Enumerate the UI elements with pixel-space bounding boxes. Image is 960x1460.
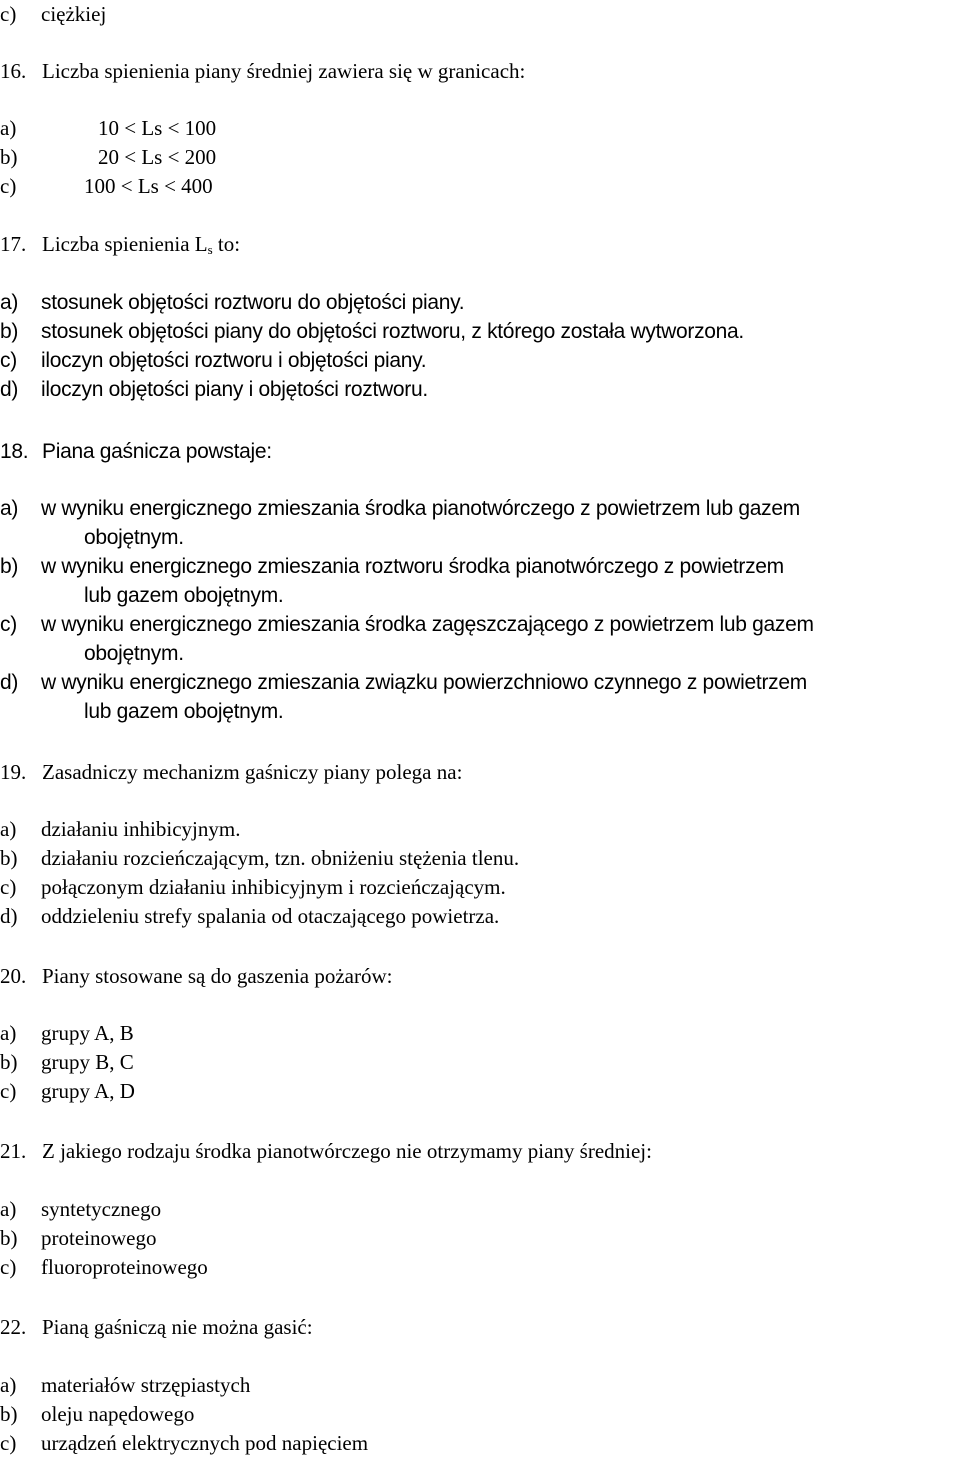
answer-text: grupy A, B — [41, 1021, 134, 1045]
answer-text: ciężkiej — [41, 2, 107, 26]
answer-label: d) — [0, 671, 19, 694]
question-text: Zasadniczy mechanizm gaśniczy piany polega na: — [42, 760, 463, 784]
answer-text: 100 < Ls < 400 — [84, 174, 213, 198]
answer-text: w wyniku energicznego zmieszania roztworu środka pianotwórczego z powietrzem — [41, 555, 784, 578]
answer-label: b) — [0, 1402, 18, 1426]
answer-label: c) — [0, 349, 17, 372]
answer-text: proteinowego — [41, 1226, 157, 1250]
answer-text: połączonym działaniu inhibicyjnym i rozcieńczającym. — [41, 875, 506, 899]
question-text: Pianą gaśniczą nie można gasić: — [42, 1315, 313, 1339]
answer-text: oddzieleniu strefy spalania od otaczającego powietrza. — [41, 904, 500, 928]
question-text-after: to: — [212, 232, 241, 256]
answer-text: w wyniku energicznego zmieszania środka pianotwórczego z powietrzem lub gazem — [41, 497, 800, 520]
answer-text: 20 < Ls < 200 — [98, 145, 217, 169]
question-number: 22. — [0, 1315, 27, 1339]
answer-label: a) — [0, 291, 19, 314]
answer-text: stosunek objętości piany do objętości roztworu, z którego została wytworzona. — [41, 320, 744, 343]
answer-text: w wyniku energicznego zmieszania środka zagęszczającego z powietrzem lub gazem — [41, 613, 814, 636]
answer-text: syntetycznego — [41, 1197, 162, 1221]
answer-label: d) — [0, 904, 18, 928]
answer-label: d) — [0, 378, 19, 401]
answer-label: b) — [0, 1050, 18, 1074]
answer-label: a) — [0, 1373, 17, 1397]
answer-label: a) — [0, 116, 17, 140]
answer-text: stosunek objętości roztworu do objętości piany. — [41, 291, 465, 314]
subscript: s — [207, 242, 213, 257]
question-number: 18. — [0, 440, 29, 463]
answer-label: a) — [0, 497, 19, 520]
answer-label: b) — [0, 145, 18, 169]
answer-label: c) — [0, 174, 17, 198]
answer-label: b) — [0, 320, 19, 343]
question-text: Z jakiego rodzaju środka pianotwórczego nie otrzymamy piany średniej: — [42, 1139, 652, 1163]
question-number: 21. — [0, 1139, 27, 1163]
answer-text: iloczyn objętości roztworu i objętości piany. — [41, 349, 427, 372]
answer-text: iloczyn objętości piany i objętości roztworu. — [41, 378, 428, 401]
answer-label: c) — [0, 1431, 17, 1455]
question-number: 19. — [0, 760, 27, 784]
question-text: Piana gaśnicza powstaje: — [42, 440, 272, 463]
answer-label: b) — [0, 1226, 18, 1250]
question-text: Liczba spienienia piany średniej zawiera się w granicach: — [42, 59, 526, 83]
answer-label: c) — [0, 613, 17, 636]
question-number: 20. — [0, 964, 27, 988]
question-text: Piany stosowane są do gaszenia pożarów: — [42, 964, 393, 988]
answer-label: a) — [0, 1197, 17, 1221]
answer-label: c) — [0, 1079, 17, 1103]
answer-label: c) — [0, 1255, 17, 1279]
question-text-before: Liczba spienienia L — [42, 232, 208, 256]
answer-text: grupy A, D — [41, 1079, 135, 1103]
answer-continuation: lub gazem obojętnym. — [84, 700, 284, 723]
answer-text: fluoroproteinowego — [41, 1255, 208, 1279]
answer-text: 10 < Ls < 100 — [98, 116, 217, 140]
answer-text: materiałów strzępiastych — [41, 1373, 251, 1397]
answer-label: a) — [0, 817, 17, 841]
answer-continuation: obojętnym. — [84, 526, 184, 549]
question-number: 17. — [0, 232, 27, 256]
answer-text: urządzeń elektrycznych pod napięciem — [41, 1431, 369, 1455]
answer-continuation: obojętnym. — [84, 642, 184, 665]
answer-text: oleju napędowego — [41, 1402, 195, 1426]
answer-continuation: lub gazem obojętnym. — [84, 584, 284, 607]
question-number: 16. — [0, 59, 27, 83]
answer-label: c) — [0, 2, 17, 26]
answer-text: działaniu rozcieńczającym, tzn. obniżeniu stężenia tlenu. — [41, 846, 520, 870]
answer-text: działaniu inhibicyjnym. — [41, 817, 241, 841]
answer-text: grupy B, C — [41, 1050, 134, 1074]
answer-text: w wyniku energicznego zmieszania związku powierzchniowo czynnego z powietrzem — [41, 671, 807, 694]
answer-label: a) — [0, 1021, 17, 1045]
answer-label: c) — [0, 875, 17, 899]
answer-label: b) — [0, 846, 18, 870]
answer-label: b) — [0, 555, 19, 578]
question-text — [42, 230, 240, 259]
